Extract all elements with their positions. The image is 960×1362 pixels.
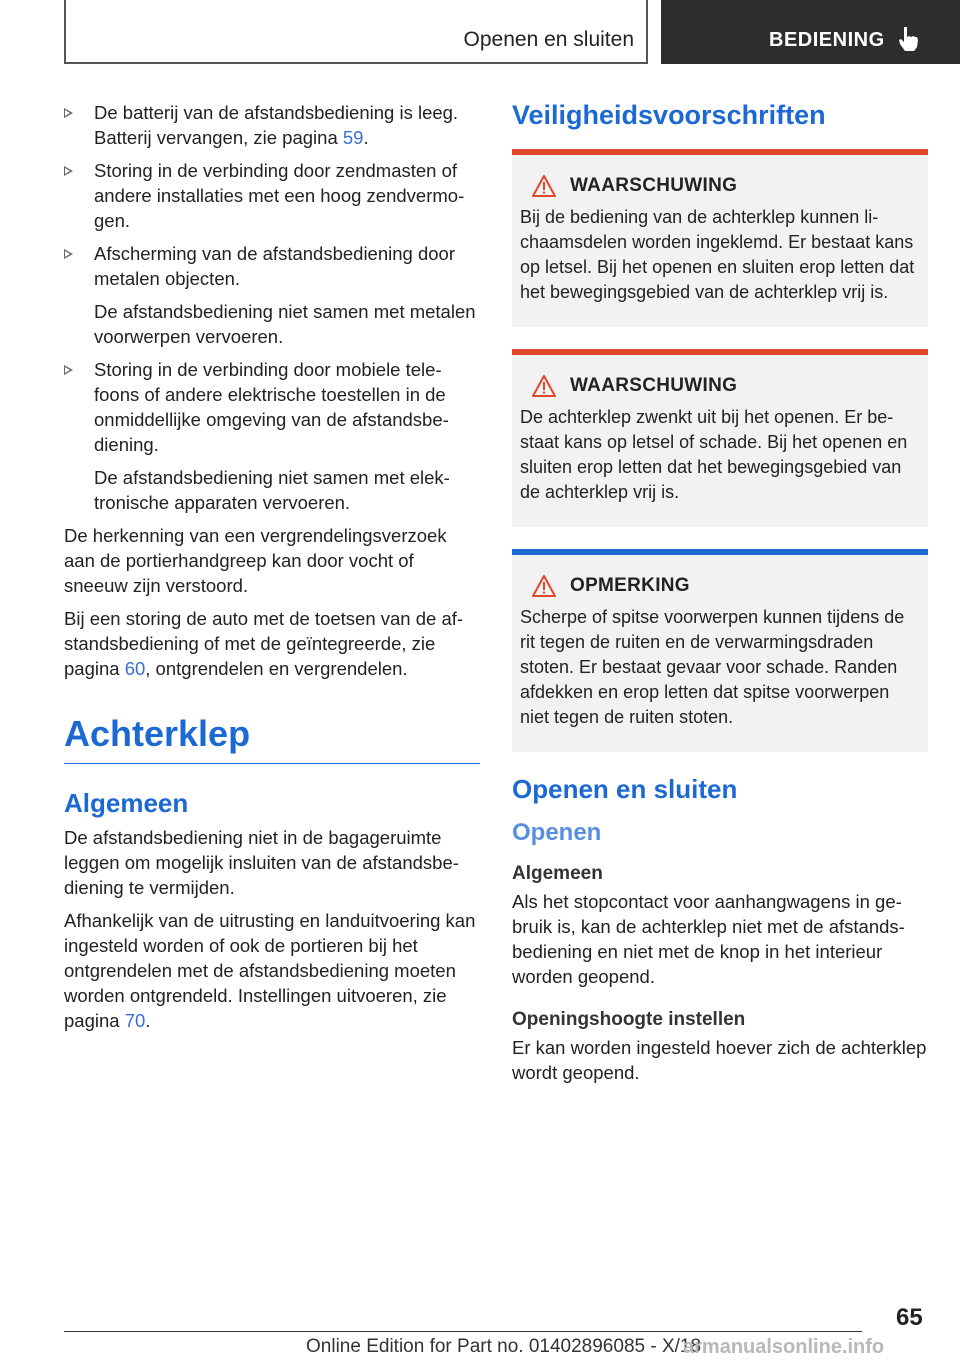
list-item-text: De batterij van de afstandsbediening is leeg. Batterij vervangen, zie pagina 59. bbox=[94, 102, 459, 148]
list-item-text: Storing in de verbinding door mobiele telefoons of andere elektrische toestellen in de onmiddellijke omgeving van de afstandsbediening. bbox=[94, 359, 449, 455]
page-link-59[interactable]: 59 bbox=[342, 127, 364, 148]
list-item bbox=[64, 158, 480, 233]
warning-box bbox=[512, 149, 928, 327]
list-item bbox=[64, 100, 480, 150]
subsubsection-heading: Openen bbox=[512, 819, 602, 846]
section-tab bbox=[661, 0, 960, 64]
notice-text: Scherpe of spitse voorwerpen kunnen tijdens de rit tegen de ruiten en de verwarmingsdraden stoten. Er bestaat gevaar voor schade. Randen afdekken en erop letten dat spitse voorwerpen niet tegen de ruiten stoten. bbox=[520, 607, 905, 727]
running-header bbox=[64, 0, 648, 64]
page-number: 65 bbox=[896, 1304, 923, 1331]
notice-text: Bij de bediening van de achterklep kunnen lichaamsdelen worden ingeklemd. Er bestaat kans op letsel. Bij het openen en sluiten erop letten dat het bewegingsgebied van de achterklep vrij is. bbox=[520, 207, 915, 302]
page-link-60[interactable]: 60 bbox=[124, 658, 146, 679]
paragraph: De afstandsbediening niet in de bagageruimte leggen om mogelijk insluiten van de afstandsbediening te vermijden. bbox=[64, 827, 459, 898]
paragraph: Afhankelijk van de uitrusting en landuitvoering kan ingesteld worden of ook de portieren bij het ontgrendelen met de afstandsbediening moeten worden ontgrendeld. Instellingen uitvoeren, zie pagina 70. bbox=[64, 910, 476, 1031]
note-box bbox=[512, 549, 928, 752]
notice-label: WAARSCHUWING bbox=[570, 375, 738, 396]
left-column bbox=[64, 100, 480, 1041]
running-header-title: Openen en sluiten bbox=[463, 28, 634, 51]
notice-label: WAARSCHUWING bbox=[570, 175, 738, 196]
footer-divider bbox=[64, 1331, 862, 1332]
section-title: Veiligheidsvoorschriften bbox=[512, 100, 826, 130]
chapter-heading: Achterklep bbox=[64, 713, 480, 764]
notice-label: OPMERKING bbox=[570, 575, 690, 596]
page-link-70[interactable]: 70 bbox=[124, 1010, 146, 1031]
minor-heading: Openingshoogte instellen bbox=[512, 1009, 746, 1030]
paragraph: Als het stopcontact voor aanhangwagens in gebruik is, kan de achterklep niet met de afstandsbediening en niet met de knop in het interieur worden geopend. bbox=[512, 891, 905, 987]
list-item-text: Storing in de verbinding door zendmasten of andere installaties met een hoog zendvermogen. bbox=[94, 160, 465, 231]
notice-header bbox=[520, 175, 920, 197]
list-item-remedy: De afstandsbediening niet samen met metalen voorwerpen vervoeren. bbox=[94, 301, 476, 347]
minor-heading: Algemeen bbox=[512, 863, 603, 884]
cause-list bbox=[64, 100, 480, 515]
list-item-text: Afscherming van de afstandsbediening door metalen objecten. bbox=[94, 243, 455, 289]
triangle-bullet-icon bbox=[64, 365, 73, 375]
notice-header bbox=[520, 575, 920, 597]
warning-triangle-icon bbox=[532, 375, 556, 397]
paragraph: Er kan worden ingesteld hoever zich de achterklep wordt geopend. bbox=[512, 1037, 927, 1083]
list-item-remedy: De afstandsbediening niet samen met elektronische apparaten vervoeren. bbox=[94, 467, 450, 513]
list-item bbox=[64, 241, 480, 349]
triangle-bullet-icon bbox=[64, 249, 73, 259]
right-column bbox=[512, 100, 928, 1085]
pointing-hand-icon bbox=[895, 25, 921, 53]
warning-triangle-icon bbox=[532, 175, 556, 197]
edition-note: Online Edition for Part no. 01402896085 - X/18 bbox=[306, 1336, 702, 1357]
paragraph: De herkenning van een vergrendelingsverzoek aan de portierhandgreep kan door vocht of sneeuw zijn verstoord. bbox=[64, 525, 447, 596]
notice-text: De achterklep zwenkt uit bij het openen. Er bestaat kans op letsel of schade. Bij het openen en sluiten erop letten dat het bewegingsgebied van de achterklep vrij is. bbox=[520, 407, 908, 502]
warning-triangle-icon bbox=[532, 575, 556, 597]
warning-box bbox=[512, 349, 928, 527]
watermark: armanualsonline.info bbox=[683, 1336, 885, 1358]
notice-header bbox=[520, 375, 920, 397]
subsection-heading: Openen en sluiten bbox=[512, 774, 738, 804]
list-item bbox=[64, 357, 480, 515]
triangle-bullet-icon bbox=[64, 166, 73, 176]
paragraph: Bij een storing de auto met de toetsen van de afstandsbediening of met de geïntegreerde, zie pagina 60, ontgrendelen en vergrendelen. bbox=[64, 608, 464, 679]
section-heading: Algemeen bbox=[64, 788, 189, 818]
triangle-bullet-icon bbox=[64, 108, 73, 118]
section-tab-label: BEDIENING bbox=[769, 29, 885, 51]
